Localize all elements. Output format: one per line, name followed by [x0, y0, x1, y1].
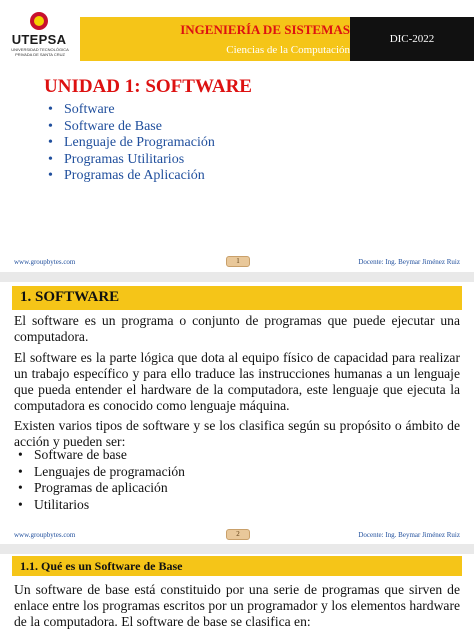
logo-subtitle: UNIVERSIDAD TECNOLÓGICA PRIVADA DE SANTA CRUZ: [11, 47, 69, 57]
header-title: INGENIERÍA DE SISTEMAS: [180, 22, 350, 37]
footer-website[interactable]: www.groupbytes.com: [14, 531, 76, 539]
list-item: • Software de Base: [48, 119, 215, 136]
software-types-list: [18, 447, 185, 513]
section-title: 1. SOFTWARE: [20, 289, 120, 305]
unit-title: UNIDAD 1: SOFTWARE: [44, 76, 252, 97]
unit-topic-list: [48, 102, 215, 185]
section-title: 1.1. Qué es un Software de Base: [20, 559, 183, 573]
footer-author: Docente: Ing. Beymar Jiménez Ruiz: [358, 531, 460, 539]
university-seal-icon: [30, 12, 48, 30]
list-item: • Software de base: [18, 447, 185, 464]
list-item: • Programas de aplicación: [18, 480, 185, 497]
list-item: • Lenguaje de Programación: [48, 135, 215, 152]
page-divider: [0, 272, 474, 282]
page-header: [0, 0, 474, 70]
header-date: DIC-2022: [389, 33, 435, 45]
section-header: [12, 556, 462, 576]
page-number: 2: [226, 529, 250, 540]
page-number: 1: [226, 256, 250, 267]
footer-author: Docente: Ing. Beymar Jiménez Ruiz: [358, 258, 460, 266]
page-footer: [14, 256, 460, 268]
list-item: • Software: [48, 102, 215, 119]
footer-website[interactable]: www.groupbytes.com: [14, 258, 76, 266]
utepsa-logo: [8, 12, 70, 62]
list-item: • Lenguajes de programación: [18, 464, 185, 481]
list-item: • Programas de Aplicación: [48, 168, 215, 185]
page-divider: [0, 544, 474, 554]
list-item: • Programas Utilitarios: [48, 152, 215, 169]
section-header: [12, 286, 462, 310]
paragraph: Existen varios tipos de software y se los clasifica según su propósito o ámbito de acción y pueden ser:: [14, 418, 460, 449]
paragraph: Un software de base está constituido por una serie de programas que sirven de enlace entre los programas escritos por un programador y los elementos hardware de la computadora. El software de base se clasifica en:: [14, 582, 460, 629]
logo-name: UTEPSA: [11, 32, 67, 47]
paragraph: El software es la parte lógica que dota al equipo físico de capacidad para realizar un trabajo específico y para ello traduce las instrucciones humanas a un lenguaje que pueda entender el hardware de la computadora, este lenguaje que ejecuta la computadora es conocido como lenguaje máquina.: [14, 350, 460, 413]
header-subtitle: Ciencias de la Computación: [226, 44, 350, 56]
list-item: • Utilitarios: [18, 497, 185, 514]
page-footer: [14, 529, 460, 541]
paragraph: El software es un programa o conjunto de programas que puede ejecutar una computadora.: [14, 313, 460, 344]
